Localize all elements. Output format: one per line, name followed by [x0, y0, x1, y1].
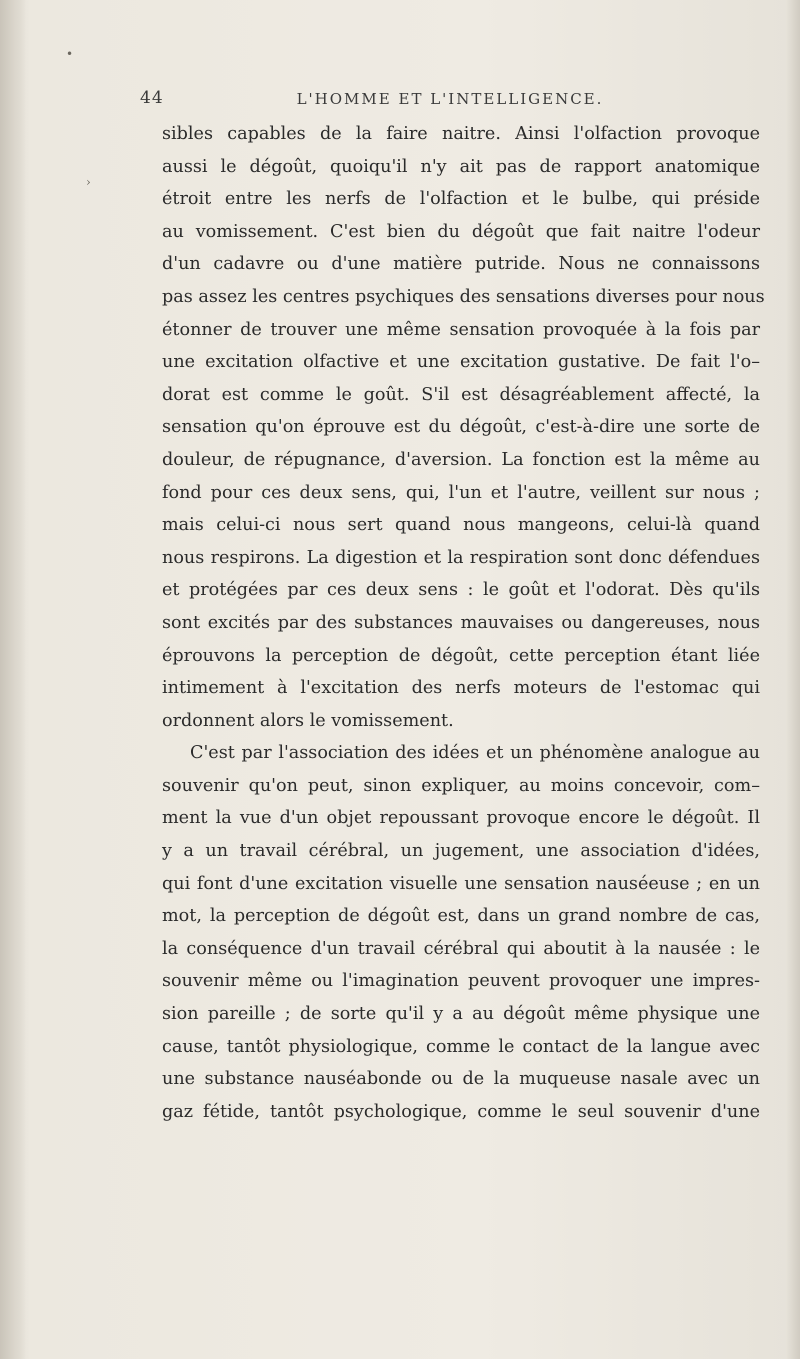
text-line: C'est par l'association des idées et un phénomène analogue au [190, 743, 760, 764]
text-line: ment la vue d'un objet repoussant provoque encore le dégoût. Il [162, 808, 760, 829]
text-line: sensation qu'on éprouve est du dégoût, c'est-à-dire une sorte de [162, 417, 760, 438]
text-line: aussi le dégoût, quoiqu'il n'y ait pas de rapport anatomique [162, 156, 760, 177]
text-line: pas assez les centres psychiques des sensations diverses pour nous [162, 286, 765, 307]
body-text [162, 118, 765, 1128]
paragraph-2 [162, 737, 760, 1128]
text-line: étroit entre les nerfs de l'olfaction et le bulbe, qui préside [162, 189, 760, 210]
paragraph-1 [162, 118, 765, 737]
text-line: y a un travail cérébral, un jugement, une association d'idées, [162, 841, 760, 862]
text-line: mais celui-ci nous sert quand nous mangeons, celui-là quand [162, 515, 760, 536]
text-line: nous respirons. La digestion et la respiration sont donc défendues [162, 547, 760, 568]
text-line: souvenir qu'on peut, sinon expliquer, au moins concevoir, com– [162, 775, 760, 796]
page-header [140, 88, 760, 112]
text-line: au vomissement. C'est bien du dégoût que fait naitre l'odeur [162, 221, 760, 242]
text-line: et protégées par ces deux sens : le goût et l'odorat. Dès qu'ils [162, 580, 760, 601]
text-line: sont excités par des substances mauvaises ou dangereuses, nous [162, 612, 760, 633]
page-number: 44 [140, 88, 164, 108]
paper-speck-mark: › [86, 175, 91, 189]
page-gutter-shadow [0, 0, 26, 1359]
text-line: souvenir même ou l'imagination peuvent provoquer une impres- [162, 971, 760, 992]
text-line: éprouvons la perception de dégoût, cette perception étant liée [162, 645, 760, 666]
text-line: qui font d'une excitation visuelle une sensation nauséeuse ; en un [162, 873, 760, 894]
text-line: dorat est comme le goût. S'il est désagréablement affecté, la [162, 384, 760, 405]
paper-speck-mark: • [66, 47, 74, 61]
text-line: intimement à l'excitation des nerfs moteurs de l'estomac qui [162, 678, 760, 699]
text-line: gaz fétide, tantôt psychologique, comme le seul souvenir d'une [162, 1101, 760, 1122]
text-line: cause, tantôt physiologique, comme le contact de la langue avec [162, 1036, 760, 1057]
text-line: ordonnent alors le vomissement. [162, 710, 454, 731]
text-line: étonner de trouver une même sensation provoquée à la fois par [162, 319, 760, 340]
text-line: la conséquence d'un travail cérébral qui aboutit à la nausée : le [162, 938, 760, 959]
running-head: L'HOMME ET L'INTELLIGENCE. [296, 90, 604, 108]
text-line: d'un cadavre ou d'une matière putride. Nous ne connaissons [162, 254, 760, 275]
text-line: sion pareille ; de sorte qu'il y a au dégoût même physique une [162, 1004, 760, 1025]
page-edge-shadow [786, 0, 800, 1359]
text-line: sibles capables de la faire naitre. Ainsi l'olfaction provoque [162, 124, 760, 144]
text-line: mot, la perception de dégoût est, dans un grand nombre de cas, [162, 906, 760, 927]
text-line: une substance nauséabonde ou de la muqueuse nasale avec un [162, 1069, 760, 1090]
text-line: fond pour ces deux sens, qui, l'un et l'autre, veillent sur nous ; [162, 482, 760, 503]
text-line: une excitation olfactive et une excitation gustative. De fait l'o– [162, 352, 760, 373]
text-line: douleur, de répugnance, d'aversion. La fonction est la même au [162, 449, 760, 470]
